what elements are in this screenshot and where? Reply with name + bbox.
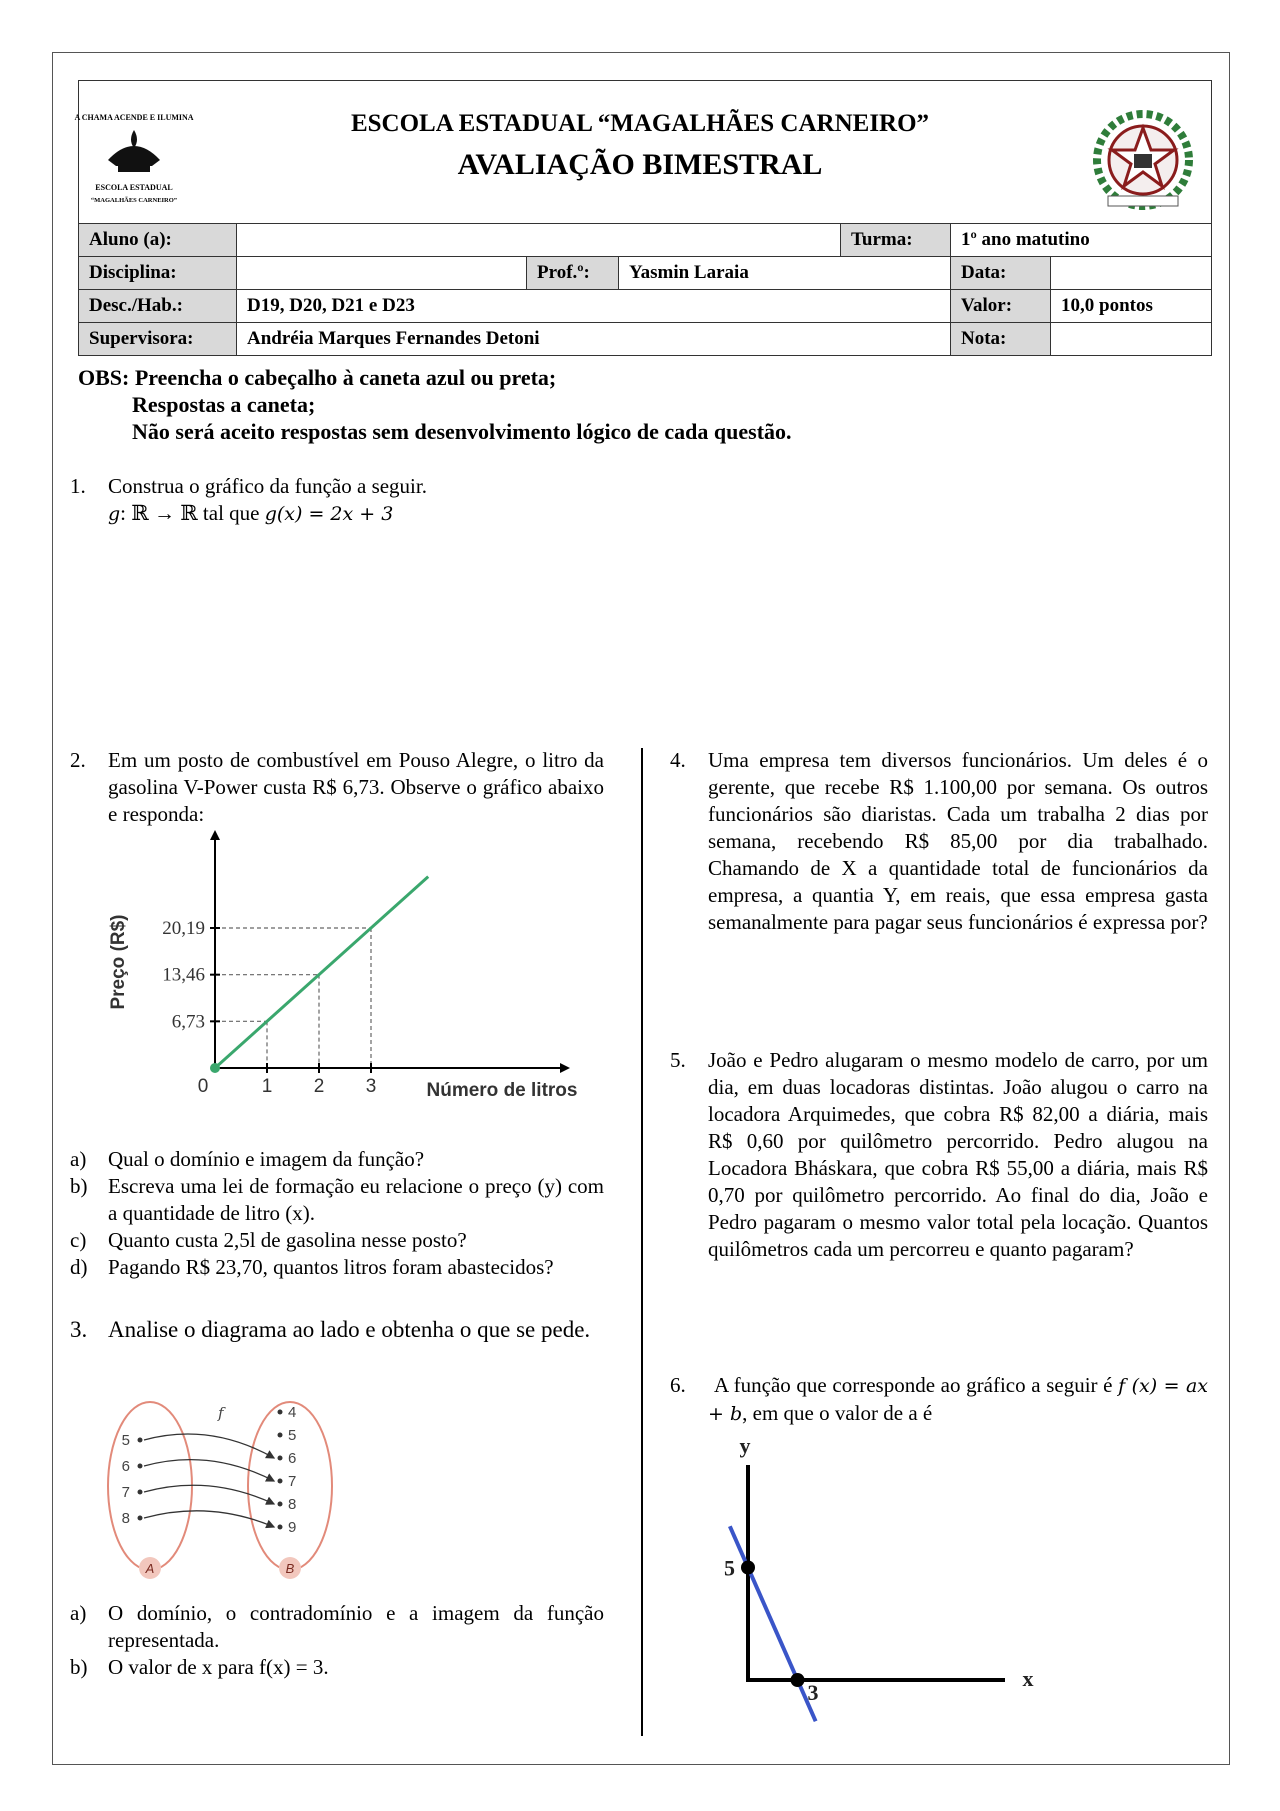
q3-item-a: a) O domínio, o contradomínio e a imagem da função representada. — [70, 1601, 604, 1652]
question-text: A função que corresponde ao gráfico a seguir é f (x) = ax + b, em que o valor de a é — [708, 1373, 1208, 1425]
set-a-dot — [138, 1516, 143, 1521]
question-text: Construa o gráfico da função a seguir. — [108, 474, 427, 498]
set-b-element: 4 — [288, 1404, 297, 1421]
question-2 — [70, 747, 604, 829]
function-label: f — [218, 1404, 224, 1422]
set-a-dot — [138, 1490, 143, 1495]
intercept-label: 5 — [724, 1555, 735, 1581]
function-definition: g: ℝ → ℝ tal que g(x) = 2x + 3 — [108, 501, 394, 525]
set-a-dot — [138, 1438, 143, 1443]
fuel-price-chart — [110, 832, 580, 1132]
set-a-label: A — [145, 1561, 155, 1576]
set-a-element: 6 — [121, 1458, 130, 1475]
y-tick-label: 20,19 — [162, 918, 205, 939]
set-b-element: 6 — [288, 1450, 297, 1467]
origin-point — [210, 1063, 220, 1073]
set-b-label: B — [285, 1561, 295, 1576]
y-tick-label: 6,73 — [171, 1011, 205, 1033]
turma-value: 1º ano matutino — [951, 224, 1212, 257]
school-name: ESCOLA ESTADUAL “MAGALHÃES CARNEIRO” — [350, 110, 930, 137]
y-axis-arrow — [210, 830, 220, 840]
question-number: 1. — [70, 474, 86, 498]
set-b-dot — [278, 1410, 283, 1415]
x-axis-label: Número de litros — [426, 1080, 578, 1101]
set-a-element: 5 — [121, 1432, 130, 1449]
aluno-field[interactable] — [237, 224, 841, 257]
x-tick-label: 3 — [365, 1076, 377, 1097]
set-b-element: 7 — [288, 1473, 297, 1490]
q2-item-c: c) Quanto custa 2,5l de gasolina nesse posto? — [70, 1228, 467, 1252]
question-number: 3. — [70, 1317, 88, 1342]
svg-text:A CHAMA ACENDE E ILUMINA: A CHAMA ACENDE E ILUMINA — [74, 113, 194, 122]
disciplina-label: Disciplina: — [79, 257, 237, 290]
y-axis-label: Preço (R$) — [108, 914, 129, 1010]
price-line — [215, 877, 428, 1068]
data-label: Data: — [951, 257, 1051, 290]
q2-item-a: a) Qual o domínio e imagem da função? — [70, 1147, 425, 1171]
question-text: João e Pedro alugaram o mesmo modelo de carro, por um dia, em duas locadoras distintas. João alugou o carro na locadora Arquimedes, que cobra R$ 82,00 a diária, mais R$ 0,60 por quilômetro percorrido. Pedro alugou na Locadora Bháskara, que cobra R$ 55,00 a diária, mais R$ 0,70 por quilômetro percorrido. Ao final do dia, João e Pedro pagaram o mesmo valor total pela locação. Quantos quilômetros cada um percorreu e quanto pagaram? — [708, 1048, 1208, 1261]
question-number: 6. — [670, 1373, 686, 1397]
obs-line-3: Não será aceito respostas sem desenvolvimento lógico de cada questão. — [132, 419, 792, 444]
set-b-dot — [278, 1456, 283, 1461]
question-3-items — [70, 1600, 604, 1681]
function-line — [730, 1526, 816, 1721]
nota-field[interactable] — [1051, 323, 1212, 356]
set-b-element: 5 — [288, 1427, 297, 1444]
mapping-arrow — [144, 1511, 274, 1527]
desc-value: D19, D20, D21 e D23 — [237, 290, 951, 323]
mapping-arrow — [144, 1434, 274, 1458]
question-2-items — [70, 1146, 604, 1281]
column-divider — [641, 748, 643, 1736]
q2-item-b: b) Escreva uma lei de formação eu relacione o preço (y) com a quantidade de litro (x). — [70, 1174, 604, 1225]
student-info-table — [78, 223, 1212, 356]
turma-label: Turma: — [840, 224, 950, 257]
intercept-point — [741, 1561, 755, 1575]
y-tick-label: 13,46 — [162, 964, 205, 986]
desc-label: Desc./Hab.: — [79, 290, 237, 323]
x-axis-arrow — [560, 1063, 570, 1073]
obs-line-1: OBS: Preencha o cabeçalho à caneta azul ou preta; — [78, 365, 557, 390]
q3-item-b: b) O valor de x para f(x) = 3. — [70, 1655, 329, 1679]
set-b-element: 9 — [288, 1519, 297, 1536]
set-b-dot — [278, 1479, 283, 1484]
q2-item-d: d) Pagando R$ 23,70, quantos litros foram abastecidos? — [70, 1255, 554, 1279]
obs-line-2: Respostas a caneta; — [132, 392, 316, 417]
question-text: Em um posto de combustível em Pouso Alegre, o litro da gasolina V-Power custa R$ 6,73. Observe o gráfico abaixo e responda: — [108, 748, 604, 826]
question-text: Uma empresa tem diversos funcionários. Um deles é o gerente, que recebe R$ 1.100,00 por semana. Os outros funcionários são diaristas. Cada um trabalha 2 dias por semana, recebendo R$ 85,00 por dia trabalhado. Chamando de X a quantidade total de funcionários da empresa, a quantia Y, em reais, que essa empresa gasta semanalmente para pagar seus funcionários é expressa por? — [708, 748, 1208, 934]
valor-label: Valor: — [951, 290, 1051, 323]
supervisora-value: Andréia Marques Fernandes Detoni — [237, 323, 951, 356]
prof-value: Yasmin Laraia — [619, 257, 951, 290]
linear-function-graph — [700, 1428, 1040, 1728]
x-axis-label: x — [1022, 1666, 1034, 1691]
aluno-label: Aluno (a): — [79, 224, 237, 257]
set-b-dot — [278, 1433, 283, 1438]
exam-title: AVALIAÇÃO BIMESTRAL — [457, 148, 823, 181]
question-text: Analise o diagrama ao lado e obtenha o que se pede. — [108, 1317, 591, 1342]
mapping-arrow — [144, 1460, 274, 1481]
question-number: 4. — [670, 748, 686, 772]
set-a-element: 7 — [121, 1484, 130, 1501]
x-tick-label: 2 — [313, 1076, 325, 1097]
nota-label: Nota: — [951, 323, 1051, 356]
set-a-element: 8 — [121, 1510, 130, 1527]
set-b-dot — [278, 1502, 283, 1507]
x-tick-label: 1 — [261, 1076, 273, 1097]
set-b-dot — [278, 1525, 283, 1530]
set-b-element: 8 — [288, 1496, 297, 1513]
mapping-arrow — [144, 1485, 274, 1504]
y-axis-label: y — [739, 1433, 751, 1458]
valor-value: 10,0 pontos — [1051, 290, 1212, 323]
disciplina-field[interactable] — [237, 257, 527, 290]
set-a-dot — [138, 1464, 143, 1469]
question-number: 5. — [670, 1048, 686, 1072]
prof-label: Prof.º: — [527, 257, 619, 290]
intercept-point — [791, 1673, 805, 1687]
x-tick-label: 0 — [197, 1076, 209, 1097]
data-field[interactable] — [1051, 257, 1212, 290]
state-coat-of-arms-logo — [1082, 104, 1204, 216]
svg-text:“MAGALHÃES CARNEIRO”: “MAGALHÃES CARNEIRO” — [90, 197, 178, 204]
function-arrow-diagram — [100, 1388, 360, 1588]
instructions — [78, 364, 792, 445]
intercept-label: 3 — [807, 1680, 819, 1705]
svg-text:ESCOLA ESTADUAL: ESCOLA ESTADUAL — [95, 183, 173, 192]
supervisora-label: Supervisora: — [79, 323, 237, 356]
question-number: 2. — [70, 748, 86, 772]
